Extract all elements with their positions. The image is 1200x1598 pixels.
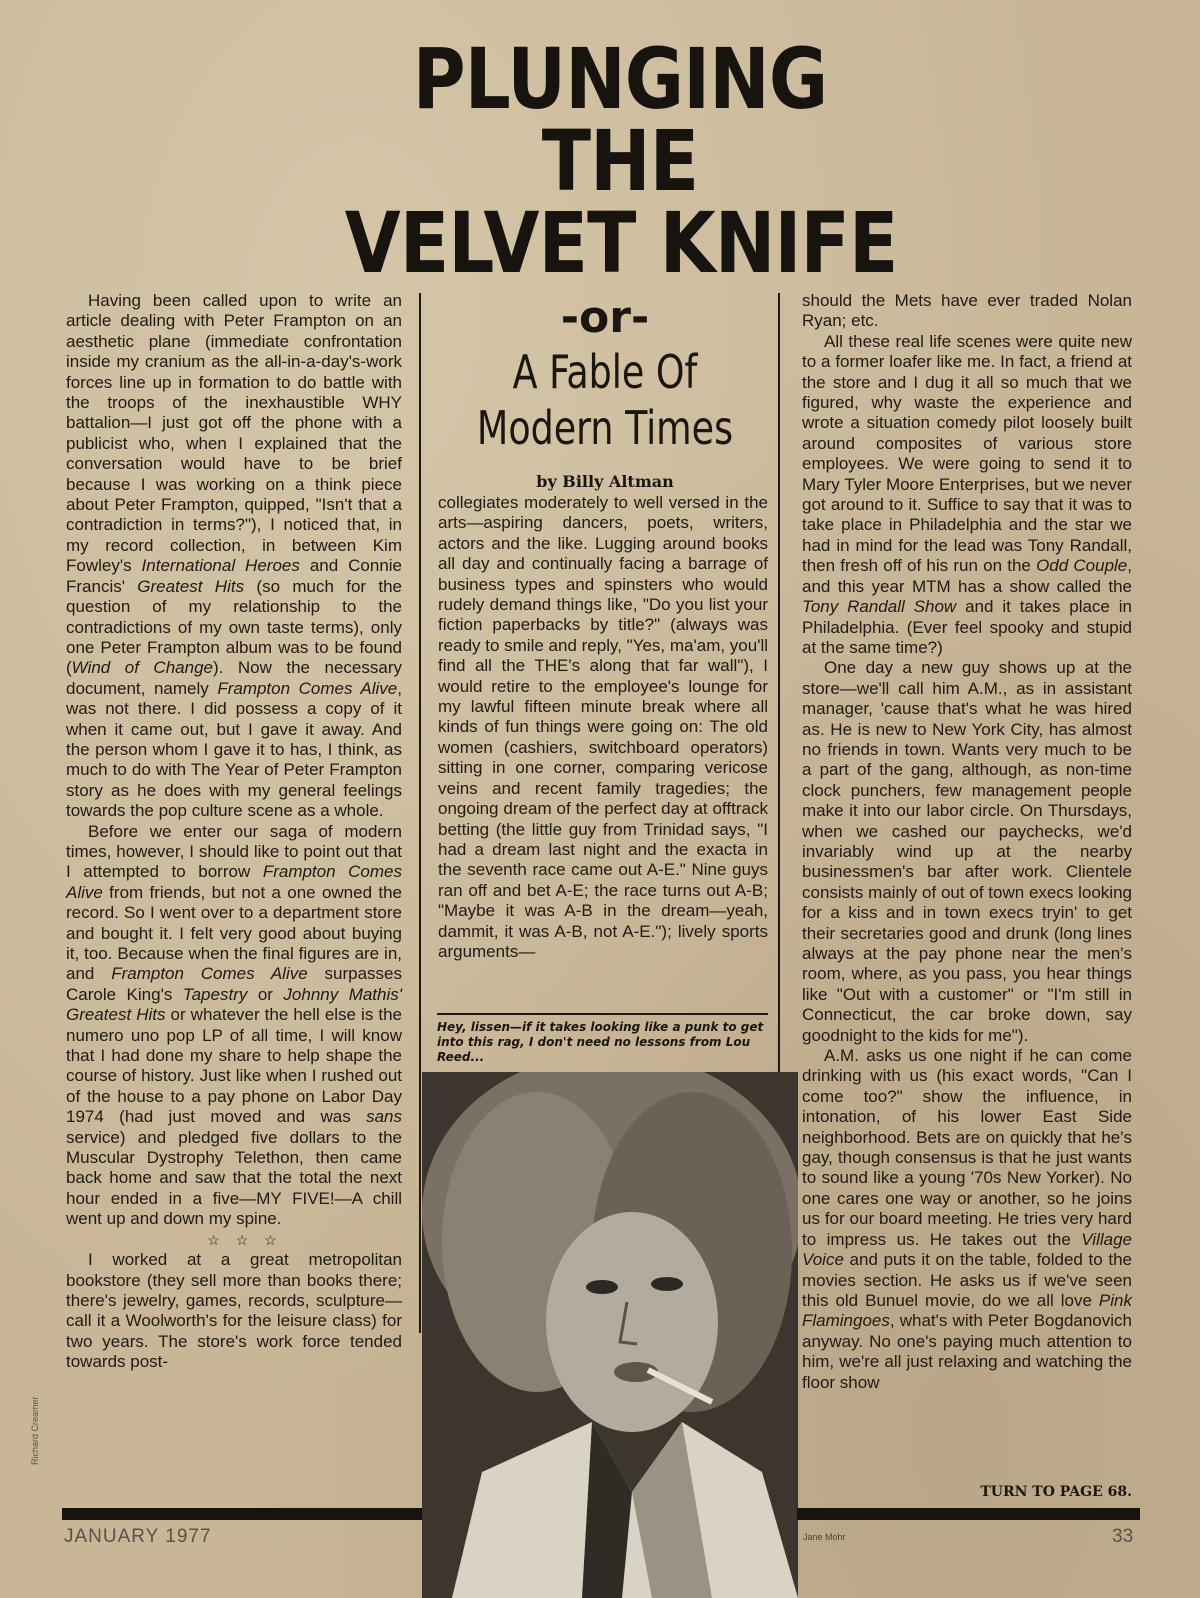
bottom-rule-right <box>797 1508 1140 1520</box>
headline-line-3: VELVET KNIFE <box>344 194 898 292</box>
issue-date: JANUARY 1977 <box>64 1526 212 1547</box>
paragraph: collegiates moderately to well versed in the arts—aspiring dancers, poets, writers, actors and the like. Lugging around books all day and continually facing a barrage of business types and spinsters who would rudely demand things like, "Do you list your fiction paperbacks by title?" (always was ready to smile and reply, "Yes, ma'am, you'll find all the THE's along that far wall"), I would retire to the employee's lounge for my lawful fifteen minute break where all kinds of fun things were going on: The old women (cashiers, switchboard operators) sitting in one corner, comparing vericose veins and recent family tragedies; the ongoing dream of the perfect day at offtrack betting (the little guy from Trinidad says, "I had a dream last night and the exacta in the seventh race came out A-E." Nine guys ran off and bet A-E; the race turns out A-B; "Maybe it was A-B in the dream—yeah, dammit, it was A-B, not A-E."); lively sports arguments— <box>438 493 769 961</box>
section-break-stars: ☆ ☆ ☆ <box>207 1231 283 1248</box>
bottom-rule-left <box>62 1508 422 1520</box>
paragraph: Before we enter our saga of modern times, however, I should like to point out that I attempted to borrow Frampton Comes Alive from friends, but not a one owned the record. So I went over to a department store and bought it. I felt very good about buying it, too. Because when the final figures are in, and Frampton Comes Alive surpasses Carole King's Tapestry or Johnny Mathis' Greatest Hits or whatever the hell else is the numero uno pop LP of all time, I will know that I had done my share to help shape the course of history. Just like when I rushed out of the house to a pay phone on Labor Day 1974 (had just moved and was sans service) and pledged five dollars to the Muscular Dystrophy Telethon, then came back home and saw that the total the next hour ended in a five—MY FIVE!—A chill went up and down my spine. <box>66 821 403 1229</box>
subtitle-line-2: Modern Times <box>476 401 734 455</box>
article-column-1 <box>66 291 402 1373</box>
paragraph: All these real life scenes were quite new to a former loafer like me. In fact, a friend at the store and I dug it all so much that we figured, why waste the experience and wrote a situation comedy pilot loosely built around composites of various store employees. We were going to send it to Mary Tyler Moore Enterprises, but we never got around to it. Suffice to say that it was to take place in Philadelphia and the star we had in mind for the lead was Tony Randall, then fresh off of his run on the Odd Couple, and this year MTM has a show called the Tony Randall Show and it takes place in Philadelphia. (Ever feel spooky and stupid at the same time?) <box>802 331 1132 657</box>
column-divider-left <box>419 293 421 1333</box>
headline-line-2: THE <box>541 112 699 210</box>
paragraph: should the Mets have ever traded Nolan Ryan; etc. <box>802 291 1132 331</box>
photo-credit: Jane Mohr <box>803 1532 846 1542</box>
illustration-credit: Richard Creamer <box>30 1396 40 1465</box>
headline-line-1: PLUNGING <box>412 30 828 128</box>
subtitle <box>451 344 759 456</box>
paragraph: A.M. asks us one night if he can come drinking with us (his exact words, "Can I come too?" show the influence, in intonation, of his lower East Side neighborhood. Bets are on quickly that he's gay, though consensus is that he just wants to sound like a young '70s New Yorker). No one cares one way or another, so he joins us for our board meeting. He tries very hard to impress us. He takes out the Village Voice and puts it on the table, folded to the movies section. He asks us if we've seen this old Bunuel movie, do we all love Pink Flamingoes, what's with Peter Bogdanovich anyway. No one's paying much attention to him, we're all just relaxing and watching the floor show <box>802 1046 1132 1392</box>
paragraph: I worked at a great metropolitan bookstore (they sell more than books there; there's jewelry, games, records, sculpture—call it a Woolworth's for the leisure class) for two years. The store's work force tended towards post- <box>66 1250 402 1372</box>
portrait-illustration <box>422 1072 798 1598</box>
subtitle-or: -or- <box>560 292 650 343</box>
article-column-3 <box>802 291 1132 1393</box>
photo-caption: Hey, lissen—if it takes looking like a punk to get into this rag, I don't need no lessons from Lou Reed... <box>437 1020 764 1064</box>
paragraph: Having been called upon to write an article dealing with Peter Frampton on an aesthetic plane (immediate confrontation inside my cranium as the all-in-a-day's-work forces line up in formation to do battle with the troops of the inexhaustible WHY battalion—I just got off the phone with a publicist who, when I explained that the conversation would have to be brief because I was working on a think piece about Peter Frampton, quipped, "Isn't that a contradiction in terms?"), I noticed that, in my record collection, in between Kim Fowley's International Heroes and Connie Francis' Greatest Hits (so much for the question of my relationship to the contradictions of my own taste terms), only one Peter Frampton album was to be found (Wind of Change). Now the necessary document, namely Frampton Comes Alive, was not there. I did possess a copy of it when it came out, but I gave it away. And the person whom I gave it to has, I think, as much to do with The Year of Peter Frampton story as he does with my general feelings towards the pop culture scene as a whole. <box>66 291 403 821</box>
continuation-note: TURN TO PAGE 68. <box>980 1484 1132 1500</box>
portrait-photo <box>422 1072 798 1598</box>
headline <box>344 30 898 292</box>
caption-rule <box>437 1013 768 1015</box>
article-column-2 <box>438 493 768 962</box>
paragraph: One day a new guy shows up at the store—we'll call him A.M., as in assistant manager, 'cause that's what he was hired as. He is new to New York City, has almost no friends in town. Wants very much to be a part of the gang, although, as non-time clock punchers, few management people make it into our labor circle. On Thursdays, when we cashed our paychecks, we'd invariably wind up at the nearby businessmen's bar after work. Clientele consists mainly of out of town execs looking for a kiss and in town execs tryin' to get their secretaries good and drunk (long lines always at the pay phone near the men's room, where, as you pass, you hear things like "Out with a customer" or "I'm still in Connecticut, the car broke down, say goodnight to the kids for me"). <box>802 658 1132 1045</box>
page-number: 33 <box>1112 1526 1134 1547</box>
byline: by Billy Altman <box>536 472 674 491</box>
subtitle-line-1: A Fable Of <box>512 345 698 399</box>
